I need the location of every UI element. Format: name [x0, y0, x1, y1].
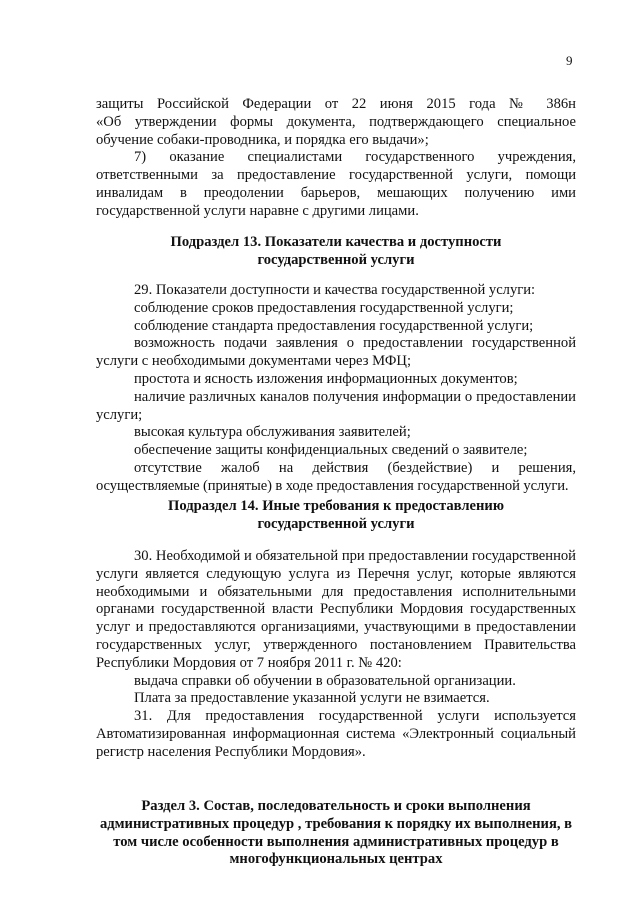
text-line: простота и ясность изложения информационных документов; [134, 370, 518, 387]
text-line: 31. Для предоставления государственной услуги используется [134, 708, 576, 725]
text-line: соблюдение стандарта предоставления государственной услуги; [134, 317, 534, 334]
heading-line: Раздел 3. Состав, последовательность и сроки выполнения [141, 798, 531, 814]
subsection-14-body [96, 548, 576, 762]
text-line: органами государственной власти Республики Мордовия государственных [96, 601, 576, 618]
text-line: соблюдение сроков предоставления государственной услуги; [134, 299, 514, 316]
text-line: высокая культура обслуживания заявителей; [134, 424, 411, 441]
text-line: Плата за предоставление указанной услуги не взимается. [134, 690, 490, 707]
text-line: услуги; [96, 406, 143, 423]
text-line: регистр населения Республики Мордовия». [96, 743, 366, 760]
text-line: возможность подачи заявления о предоставлении государственной [134, 335, 576, 352]
text-line: защиты Российской Федерации от 22 июня 2015 года № 386н [96, 96, 576, 112]
intro-paragraphs [96, 96, 576, 221]
text-line: государственных услуг, утвержденного постановлением Правительства [96, 636, 576, 653]
text-line: ответственными за предоставление государственной услуги, помощи [96, 167, 576, 184]
heading-line: административных процедур , требования к порядку их выполнения, в [99, 815, 573, 832]
heading-line: Подраздел 14. Иные требования к предоставлению [168, 498, 504, 514]
text-line: осуществляемые (принятые) в ходе предоставления государственной услуги. [96, 477, 569, 494]
text-line: наличие различных каналов получения информации о предоставлении [134, 388, 576, 405]
text-line: 30. Необходимой и обязательной при предоставлении государственной [134, 548, 576, 564]
heading-line: многофункциональных центрах [229, 851, 443, 868]
text-line: «Об утверждении формы документа, подтверждающего специальное [96, 113, 576, 130]
text-line: необходимыми и обязательными для предоставления исполнительными [96, 583, 576, 600]
text-line: Республики Мордовия от 7 ноября 2011 г. № 420: [96, 654, 402, 671]
heading-line: государственной услуги [257, 251, 415, 268]
heading-line: государственной услуги [257, 515, 415, 532]
subsection-13-body [96, 282, 576, 496]
section-3-heading [96, 798, 576, 869]
subsection-14-heading [96, 498, 576, 534]
text-line: услуги с необходимыми документами через МФЦ; [96, 353, 412, 370]
subsection-13-heading [96, 234, 576, 270]
text-line: 29. Показатели доступности и качества государственной услуги: [134, 282, 536, 298]
text-line: отсутствие жалоб на действия (бездействие) и решения, [134, 459, 576, 476]
text-line: 7) оказание специалистами государственного учреждения, [134, 149, 576, 166]
text-line: услуг и предоставляются организациями, участвующими в предоставлении [96, 619, 576, 636]
page-number: 9 [566, 53, 573, 68]
text-line: инвалидам в преодолении барьеров, мешающих получению ими [96, 184, 576, 201]
text-line: выдача справки об обучении в образовательной организации. [134, 672, 516, 689]
text-line: обучение собаки-проводника, и порядка его выдачи»; [96, 131, 429, 148]
text-line: обеспечение защиты конфиденциальных сведений о заявителе; [134, 442, 528, 459]
text-line: услуги является следующую услуга из Перечня услуг, которые являются [96, 565, 576, 582]
heading-line: том числе особенности выполнения административных процедур в [113, 833, 559, 850]
text-line: государственной услуги наравне с другими лицами. [96, 202, 419, 219]
text-line: Автоматизированная информационная система «Электронный социальный [96, 725, 576, 742]
heading-line: Подраздел 13. Показатели качества и доступности [170, 234, 502, 250]
